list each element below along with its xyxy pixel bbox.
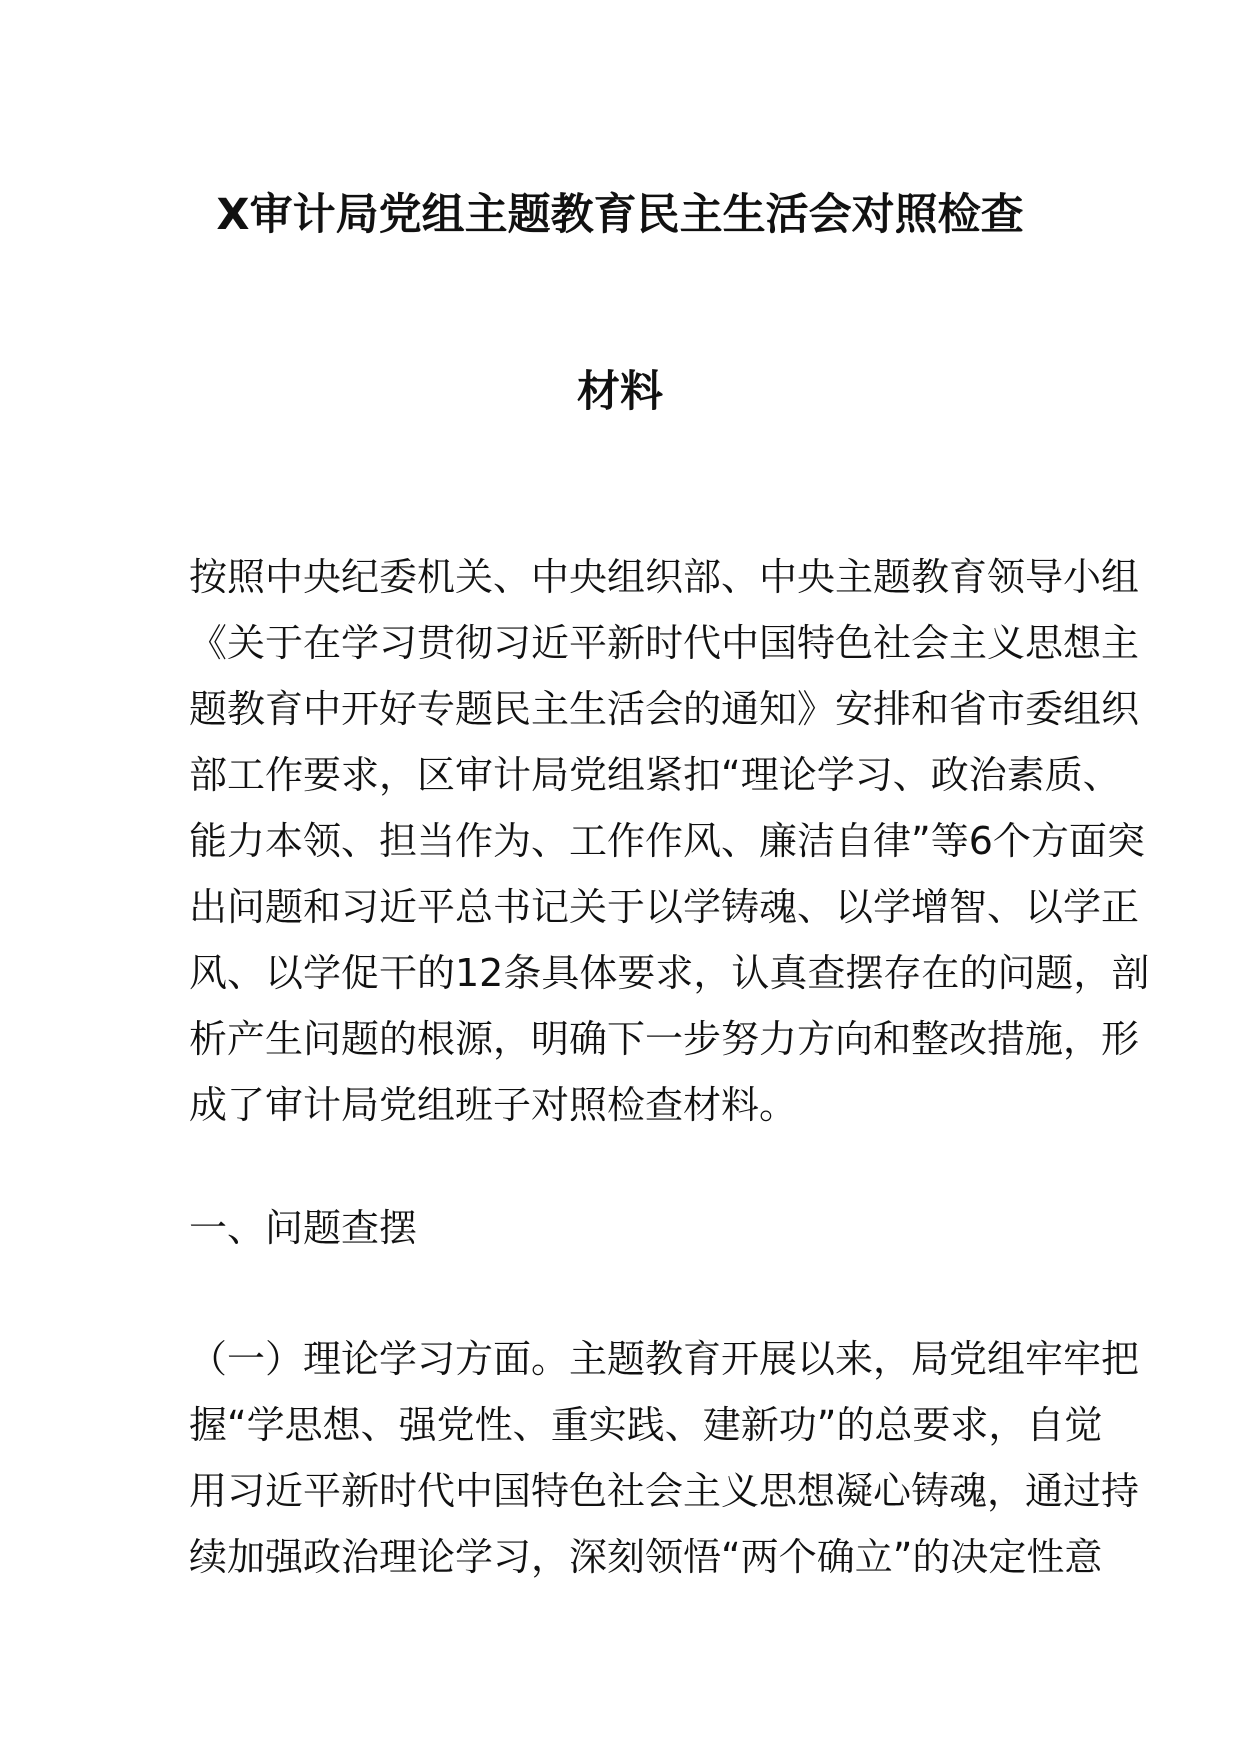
section-heading-text: 一、问题查摆 <box>189 1206 418 1250</box>
subsection-paragraph <box>189 1326 1140 1590</box>
paragraph-line: 能力本领、担当作为、工作作风、廉洁自律”等6个方面突 <box>189 819 1145 863</box>
paragraph-line: 握“学思想、强党性、重实践、建新功”的总要求，自觉 <box>189 1403 1103 1447</box>
paragraph-line: 风、以学促干的12条具体要求，认真查摆存在的问题，剖 <box>189 951 1150 995</box>
paragraph-line: 《关于在学习贯彻习近平新时代中国特色社会主义思想主 <box>189 621 1140 665</box>
intro-paragraph <box>189 544 1150 1138</box>
paragraph-line: 按照中央纪委机关、中央组织部、中央主题教育领导小组 <box>189 555 1140 599</box>
paragraph-line: 用习近平新时代中国特色社会主义思想凝心铸魂，通过持 <box>189 1469 1140 1513</box>
paragraph-line: 续加强政治理论学习，深刻领悟“两个确立”的决定性意 <box>189 1535 1103 1579</box>
paragraph-line: （一）理论学习方面。主题教育开展以来，局党组牢牢把 <box>189 1337 1140 1381</box>
paragraph-line: 析产生问题的根源，明确下一步努力方向和整改措施，形 <box>189 1017 1140 1061</box>
section-heading <box>189 1195 1058 1261</box>
paragraph-line: 题教育中开好专题民主生活会的通知》安排和省市委组织 <box>189 687 1140 731</box>
document-title-line-2: 材料 <box>577 367 663 417</box>
paragraph-line: 出问题和习近平总书记关于以学铸魂、以学增智、以学正 <box>189 885 1140 929</box>
paragraph-line: 成了审计局党组班子对照检查材料。 <box>189 1083 798 1127</box>
document-title-line-1: X审计局党组主题教育民主生活会对照检查 <box>216 190 1024 240</box>
paragraph-line: 部工作要求，区审计局党组紧扣“理论学习、政治素质、 <box>189 753 1121 797</box>
